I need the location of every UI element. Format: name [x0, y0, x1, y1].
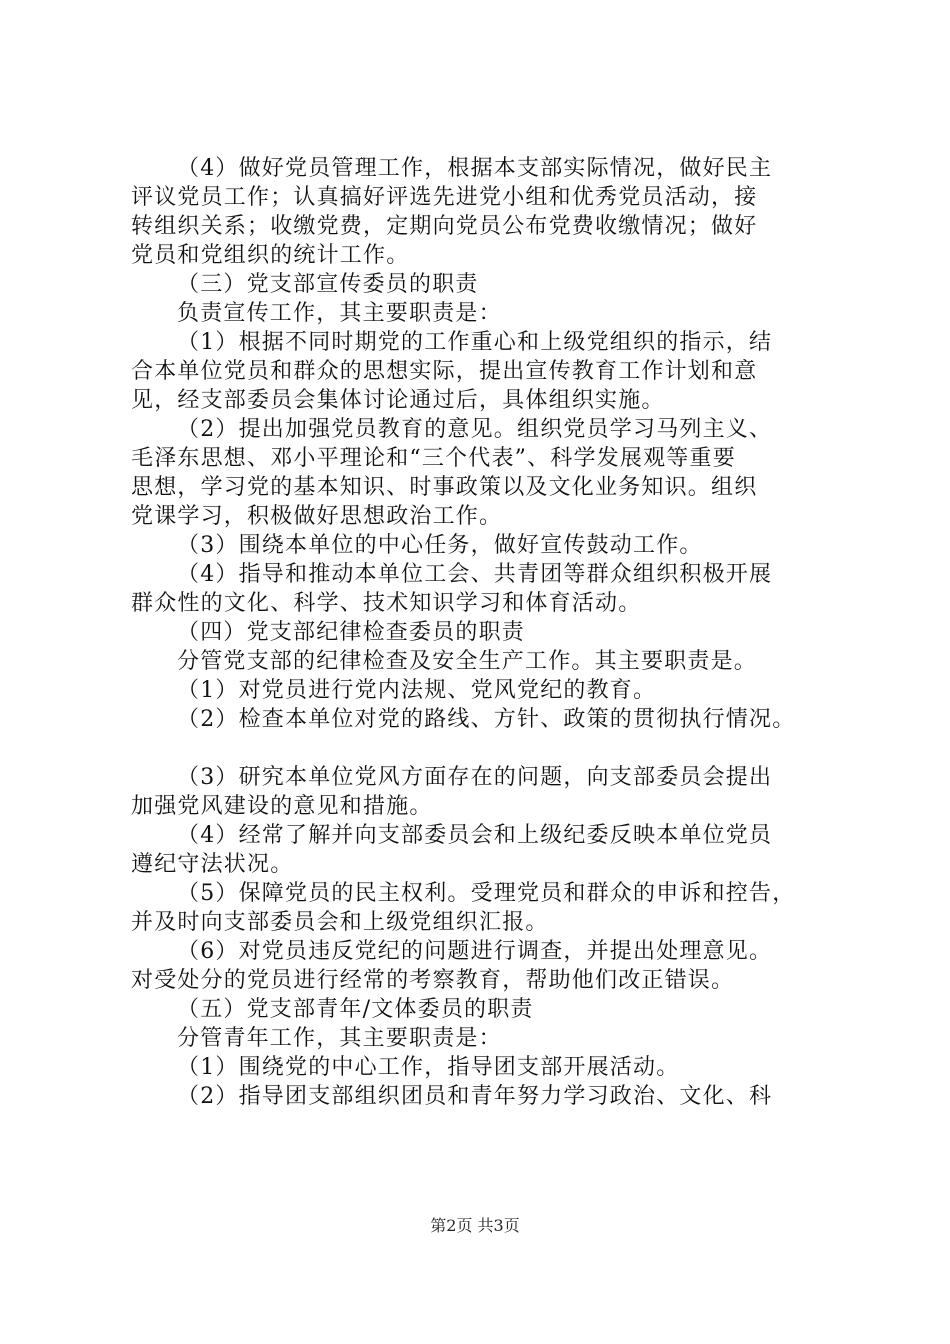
text-line: （6）对党员违反党纪的问题进行调查，并提出处理意见。 — [177, 939, 773, 964]
text-line: （2）检查本单位对党的路线、方针、政策的贯彻执行情况。 — [177, 707, 796, 732]
text-line: （四）党支部纪律检查委员的职责 — [177, 620, 526, 645]
text-line: 加强党风建设的意见和措施。 — [131, 794, 433, 819]
page-footer: 第2页 共3页 — [430, 1216, 520, 1235]
text-line: 并及时向支部委员会和上级党组织汇报。 — [131, 910, 549, 935]
text-line: （3）研究本单位党风方面存在的问题，向支部委员会提出 — [177, 765, 773, 790]
document-body — [131, 154, 831, 1111]
text-line: （三）党支部宣传委员的职责 — [177, 272, 479, 297]
text-line: 转组织关系；收缴党费，定期向党员公布党费收缴情况；做好 — [131, 214, 758, 239]
text-line: 群众性的文化、科学、技术知识学习和体育活动。 — [131, 591, 642, 616]
text-line: （5）保障党员的民主权利。受理党员和群众的申诉和控告， — [177, 881, 796, 906]
text-line: （2）指导团支部组织团员和青年努力学习政治、文化、科 — [177, 1084, 773, 1109]
text-line: 遵纪守法状况。 — [131, 852, 294, 877]
blank-line — [131, 734, 831, 763]
text-line: （五）党支部青年/文体委员的职责 — [177, 997, 534, 1022]
text-line: 党课学习，积极做好思想政治工作。 — [131, 504, 503, 529]
text-line: （1）根据不同时期党的工作重心和上级党组织的指示，结 — [177, 330, 773, 355]
text-line: （1）围绕党的中心工作，指导团支部开展活动。 — [177, 1055, 680, 1080]
text-line: 分管党支部的纪律检查及安全生产工作。其主要职责是。 — [177, 649, 758, 674]
text-line: 评议党员工作；认真搞好评选先进党小组和优秀党员活动，接 — [131, 185, 758, 210]
text-line: （1）对党员进行党内法规、党风党纪的教育。 — [177, 678, 657, 703]
text-line: 分管青年工作，其主要职责是： — [177, 1026, 502, 1051]
text-line: 合本单位党员和群众的思想实际，提出宣传教育工作计划和意 — [131, 359, 758, 384]
text-line: 对受处分的党员进行经常的考察教育，帮助他们改正错误。 — [131, 968, 735, 993]
text-line: 党员和党组织的统计工作。 — [131, 243, 410, 268]
text-line: 见，经支部委员会集体讨论通过后，具体组织实施。 — [131, 388, 665, 413]
text-line: 负责宣传工作，其主要职责是： — [177, 301, 502, 326]
text-line: （4）经常了解并向支部委员会和上级纪委反映本单位党员 — [177, 823, 773, 848]
text-line: （3）围绕本单位的中心任务，做好宣传鼓动工作。 — [177, 533, 703, 558]
text-line: （2）提出加强党员教育的意见。组织党员学习马列主义、 — [177, 417, 773, 442]
text-line: 毛泽东思想、邓小平理论和“三个代表”、科学发展观等重要 — [131, 446, 736, 471]
text-line: 思想，学习党的基本知识、时事政策以及文化业务知识。组织 — [131, 475, 758, 500]
text-line: （4）指导和推动本单位工会、共青团等群众组织积极开展 — [177, 562, 773, 587]
text-line: （4）做好党员管理工作，根据本支部实际情况，做好民主 — [177, 156, 773, 181]
